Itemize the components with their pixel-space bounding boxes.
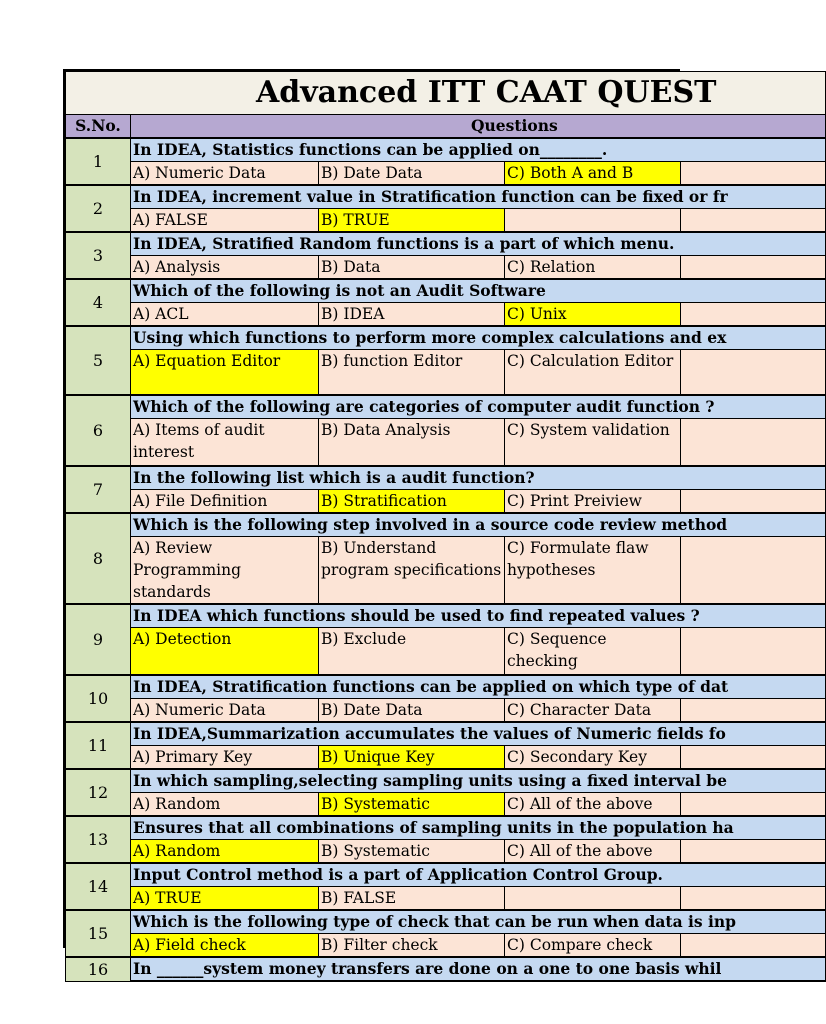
question-text: In which sampling,selecting sampling units using a fixed interval be xyxy=(131,769,826,793)
option-a: A) ACL xyxy=(131,303,319,327)
options-row xyxy=(66,981,826,982)
question-row xyxy=(66,279,826,303)
question-row xyxy=(66,326,826,350)
option-a: A) Items of audit interest xyxy=(131,419,319,467)
question-row xyxy=(66,910,826,934)
option-a: A) Detection xyxy=(131,628,319,676)
option-c: C) Secondary Key xyxy=(505,746,681,770)
option-d-empty xyxy=(681,746,826,770)
options-row xyxy=(66,350,826,396)
option-c: C) Both A and B xyxy=(505,162,681,186)
question-text: Ensures that all combinations of sampling units in the population ha xyxy=(131,816,826,840)
option-a: A) Review Programming standards xyxy=(131,537,319,605)
question-row xyxy=(66,232,826,256)
option-a: A) Numeric Data xyxy=(131,162,319,186)
option-a xyxy=(131,981,319,982)
option-d-empty xyxy=(681,793,826,817)
option-c: C) Compare check xyxy=(505,934,681,958)
option-d-empty xyxy=(681,934,826,958)
serial-number: 7 xyxy=(66,466,131,513)
option-d-empty xyxy=(681,628,826,676)
question-text: In IDEA, increment value in Stratification function can be fixed or fr xyxy=(131,185,826,209)
option-c xyxy=(505,209,681,233)
option-c xyxy=(505,981,681,982)
option-b: B) Systematic xyxy=(319,793,505,817)
option-d-empty xyxy=(681,490,826,514)
serial-number: 4 xyxy=(66,279,131,326)
question-text: In IDEA,Summarization accumulates the values of Numeric fields fo xyxy=(131,722,826,746)
options-row xyxy=(66,490,826,514)
serial-number: 10 xyxy=(66,675,131,722)
question-text: In ______system money transfers are done on a one to one basis whil xyxy=(131,957,826,981)
option-b: B) function Editor xyxy=(319,350,505,396)
question-text: Which of the following are categories of computer audit function ? xyxy=(131,395,826,419)
options-row xyxy=(66,628,826,676)
question-text: Input Control method is a part of Application Control Group. xyxy=(131,863,826,887)
question-text: In IDEA which functions should be used to find repeated values ? xyxy=(131,604,826,628)
option-c: C) Unix xyxy=(505,303,681,327)
option-d-empty xyxy=(681,840,826,864)
question-text: In IDEA, Statistics functions can be applied on________. xyxy=(131,138,826,162)
option-c: C) Calculation Editor xyxy=(505,350,681,396)
option-b: B) Systematic xyxy=(319,840,505,864)
option-c: C) Formulate flaw hypotheses xyxy=(505,537,681,605)
question-text: Which of the following is not an Audit Software xyxy=(131,279,826,303)
option-b: B) Data Analysis xyxy=(319,419,505,467)
questions-table xyxy=(65,71,826,982)
option-c xyxy=(505,887,681,911)
serial-number: 8 xyxy=(66,513,131,604)
options-row xyxy=(66,934,826,958)
option-b: B) Filter check xyxy=(319,934,505,958)
question-row xyxy=(66,513,826,537)
question-row xyxy=(66,863,826,887)
question-text: In IDEA, Stratification functions can be applied on which type of dat xyxy=(131,675,826,699)
option-a: A) FALSE xyxy=(131,209,319,233)
question-row xyxy=(66,604,826,628)
serial-number: 12 xyxy=(66,769,131,816)
option-b xyxy=(319,981,505,982)
options-row xyxy=(66,887,826,911)
options-row xyxy=(66,162,826,186)
option-b: B) Date Data xyxy=(319,699,505,723)
option-c: C) All of the above xyxy=(505,793,681,817)
serial-number: 2 xyxy=(66,185,131,232)
option-c: C) Print Preiview xyxy=(505,490,681,514)
question-row xyxy=(66,466,826,490)
option-d-empty xyxy=(681,887,826,911)
question-text: Which is the following step involved in a source code review method xyxy=(131,513,826,537)
serial-number: 9 xyxy=(66,604,131,675)
question-row xyxy=(66,138,826,162)
option-b: B) Stratification xyxy=(319,490,505,514)
serial-number: 11 xyxy=(66,722,131,769)
question-row xyxy=(66,185,826,209)
header-sno: S.No. xyxy=(66,115,131,139)
question-text: Which is the following type of check that can be run when data is inp xyxy=(131,910,826,934)
sheet-title: Advanced ITT CAAT QUEST xyxy=(66,72,826,115)
question-row xyxy=(66,675,826,699)
options-row xyxy=(66,256,826,280)
option-b: B) Exclude xyxy=(319,628,505,676)
option-c: C) System validation xyxy=(505,419,681,467)
option-c: C) Relation xyxy=(505,256,681,280)
option-d-empty xyxy=(681,537,826,605)
options-row xyxy=(66,699,826,723)
serial-number: 1 xyxy=(66,138,131,185)
option-a: A) Random xyxy=(131,840,319,864)
option-b: B) Date Data xyxy=(319,162,505,186)
spreadsheet xyxy=(63,69,737,979)
question-text: In IDEA, Stratified Random functions is a part of which menu. xyxy=(131,232,826,256)
question-row xyxy=(66,816,826,840)
option-d-empty xyxy=(681,981,826,982)
option-a: A) Analysis xyxy=(131,256,319,280)
option-d-empty xyxy=(681,256,826,280)
option-d-empty xyxy=(681,350,826,396)
serial-number: 3 xyxy=(66,232,131,279)
option-a: A) Random xyxy=(131,793,319,817)
serial-number: 16 xyxy=(66,957,131,982)
options-row xyxy=(66,209,826,233)
options-row xyxy=(66,840,826,864)
option-c: C) Character Data xyxy=(505,699,681,723)
question-row xyxy=(66,957,826,981)
option-b: B) IDEA xyxy=(319,303,505,327)
question-text: In the following list which is a audit function? xyxy=(131,466,826,490)
serial-number: 6 xyxy=(66,395,131,466)
option-b: B) Unique Key xyxy=(319,746,505,770)
option-d-empty xyxy=(681,419,826,467)
question-row xyxy=(66,722,826,746)
serial-number: 5 xyxy=(66,326,131,395)
options-row xyxy=(66,746,826,770)
options-row xyxy=(66,303,826,327)
serial-number: 13 xyxy=(66,816,131,863)
question-row xyxy=(66,395,826,419)
question-row xyxy=(66,769,826,793)
option-d-empty xyxy=(681,162,826,186)
option-a: A) Equation Editor xyxy=(131,350,319,396)
serial-number: 15 xyxy=(66,910,131,957)
option-b: B) FALSE xyxy=(319,887,505,911)
option-b: B) TRUE xyxy=(319,209,505,233)
options-row xyxy=(66,537,826,605)
option-c: C) Sequence checking xyxy=(505,628,681,676)
option-b: B) Understand program specifications xyxy=(319,537,505,605)
serial-number: 14 xyxy=(66,863,131,910)
options-row xyxy=(66,793,826,817)
option-b: B) Data xyxy=(319,256,505,280)
option-a: A) Numeric Data xyxy=(131,699,319,723)
option-d-empty xyxy=(681,209,826,233)
option-a: A) Primary Key xyxy=(131,746,319,770)
option-d-empty xyxy=(681,303,826,327)
option-a: A) File Definition xyxy=(131,490,319,514)
option-d-empty xyxy=(681,699,826,723)
options-row xyxy=(66,419,826,467)
question-text: Using which functions to perform more complex calculations and ex xyxy=(131,326,826,350)
option-c: C) All of the above xyxy=(505,840,681,864)
option-a: A) Field check xyxy=(131,934,319,958)
header-questions: Questions xyxy=(131,115,826,139)
option-a: A) TRUE xyxy=(131,887,319,911)
